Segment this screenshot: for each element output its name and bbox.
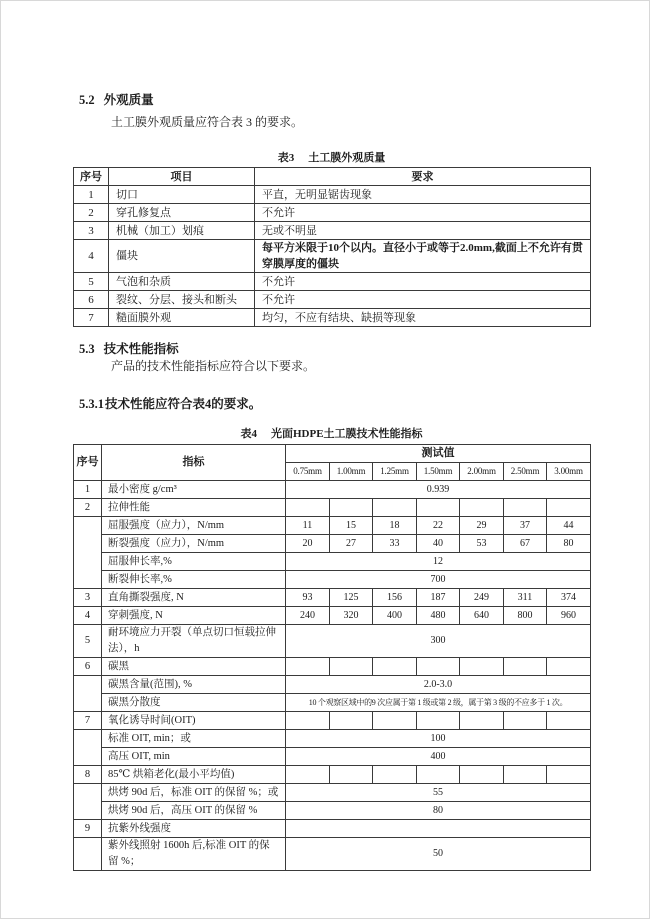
empty-value-cell (504, 658, 547, 676)
value-cell: 18 (373, 517, 417, 535)
indicator-cell: 烘烤 90d 后，高压 OIT 的保留 % (102, 802, 286, 820)
table3-caption-number: 表3 (277, 152, 295, 164)
value-cell: 249 (460, 589, 504, 607)
indicator-cell: 直角撕裂强度, N (102, 589, 286, 607)
item-cell: 穿孔修复点 (109, 204, 255, 222)
value-cell: 125 (330, 589, 373, 607)
row-no-cell: 4 (74, 607, 102, 625)
section-5-3-title: 技术性能指标 (103, 342, 179, 356)
row-no-cell (74, 784, 102, 820)
empty-value-cell (547, 766, 591, 784)
value-cell: 800 (504, 607, 547, 625)
row-no-cell: 6 (74, 291, 109, 309)
indicator-cell: 紫外线照射 1600h 后,标准 OIT 的保留 %； (102, 838, 286, 871)
empty-value-cell (330, 766, 373, 784)
row-no-cell (74, 730, 102, 766)
thickness-header-cell: 1.00mm (330, 463, 373, 481)
item-cell: 气泡和杂质 (109, 273, 255, 291)
table3-row (74, 222, 591, 240)
indicator-cell: 碳黑分散度 (102, 694, 286, 712)
value-cell: 55 (286, 784, 591, 802)
table4-caption (73, 425, 590, 441)
empty-value-cell (330, 658, 373, 676)
row-no-cell: 9 (74, 820, 102, 838)
table4-row (74, 820, 591, 838)
thickness-header-cell: 0.75mm (286, 463, 330, 481)
value-cell: 67 (504, 535, 547, 553)
table4-header-index: 指标 (102, 445, 286, 481)
table4-row (74, 838, 591, 871)
empty-value-cell (460, 712, 504, 730)
empty-value-cell (417, 766, 460, 784)
table4-row (74, 784, 591, 802)
row-no-cell: 7 (74, 309, 109, 327)
table4-header-row-1 (74, 445, 591, 463)
thickness-header-cell: 1.50mm (417, 463, 460, 481)
table3-header-row (74, 168, 591, 186)
indicator-cell: 氧化诱导时间(OIT) (102, 712, 286, 730)
empty-value-cell (417, 499, 460, 517)
indicator-cell: 最小密度 g/cm³ (102, 481, 286, 499)
requirement-cell: 不允许 (255, 273, 591, 291)
row-no-cell: 2 (74, 499, 102, 517)
requirement-cell: 平直，无明显锯齿现象 (255, 186, 591, 204)
empty-value-cell (286, 712, 330, 730)
empty-value-cell (417, 658, 460, 676)
value-cell: 320 (330, 607, 373, 625)
table4-row (74, 730, 591, 748)
row-no-cell: 6 (74, 658, 102, 676)
value-cell: 400 (373, 607, 417, 625)
table4-row (74, 535, 591, 553)
value-cell: 44 (547, 517, 591, 535)
value-cell: 400 (286, 748, 591, 766)
requirement-cell: 每平方米限于10个以内。直径小于或等于2.0mm,截面上不允许有贯穿膜厚度的僵块 (255, 240, 591, 273)
table3-row (74, 186, 591, 204)
section-5-3-paragraph: 产品的技术性能指标应符合以下要求。 (111, 359, 316, 373)
table3-header-req: 要求 (255, 168, 591, 186)
indicator-cell: 屈服强度（应力），N/mm (102, 517, 286, 535)
value-cell: 10 个观察区域中的9 次应属于第 1 级或第 2 级，属于第 3 级的不应多于 1 次。 (286, 694, 591, 712)
row-no-cell (74, 838, 102, 871)
value-cell: 50 (286, 838, 591, 871)
table4-header-testvalue: 测试值 (286, 445, 591, 463)
row-no-cell: 7 (74, 712, 102, 730)
value-cell: 11 (286, 517, 330, 535)
value-cell: 640 (460, 607, 504, 625)
section-5-3-1-text: 技术性能应符合表4的要求。 (105, 397, 262, 411)
row-no-cell: 1 (74, 186, 109, 204)
empty-value-cell (417, 712, 460, 730)
value-cell: 80 (286, 802, 591, 820)
value-cell: 40 (417, 535, 460, 553)
value-cell: 187 (417, 589, 460, 607)
table4-row (74, 658, 591, 676)
value-cell: 0.939 (286, 481, 591, 499)
value-cell: 374 (547, 589, 591, 607)
empty-value-cell (286, 820, 591, 838)
requirement-cell: 不允许 (255, 291, 591, 309)
indicator-cell: 抗紫外线强度 (102, 820, 286, 838)
value-cell: 2.0-3.0 (286, 676, 591, 694)
table3-row (74, 309, 591, 327)
section-5-2-paragraph: 土工膜外观质量应符合表 3 的要求。 (111, 115, 304, 129)
value-cell: 15 (330, 517, 373, 535)
item-cell: 机械（加工）划痕 (109, 222, 255, 240)
table3-row (74, 240, 591, 273)
thickness-header-cell: 1.25mm (373, 463, 417, 481)
indicator-cell: 耐环境应力开裂（单点切口恒载拉伸法），h (102, 625, 286, 658)
value-cell: 12 (286, 553, 591, 571)
value-cell: 22 (417, 517, 460, 535)
table4-header-no: 序号 (74, 445, 102, 481)
empty-value-cell (286, 658, 330, 676)
value-cell: 480 (417, 607, 460, 625)
empty-value-cell (460, 499, 504, 517)
row-no-cell: 1 (74, 481, 102, 499)
row-no-cell (74, 676, 102, 712)
table4-caption-title: 光面HDPE土工膜技术性能指标 (270, 428, 423, 440)
table4-row (74, 607, 591, 625)
section-5-3-number: 5.3 (79, 342, 95, 356)
table3-row (74, 291, 591, 309)
value-cell: 27 (330, 535, 373, 553)
table-appearance-quality (73, 167, 591, 327)
value-cell: 53 (460, 535, 504, 553)
value-cell: 33 (373, 535, 417, 553)
thickness-header-cell: 2.00mm (460, 463, 504, 481)
empty-value-cell (547, 499, 591, 517)
thickness-header-cell: 3.00mm (547, 463, 591, 481)
table4-row (74, 517, 591, 535)
section-5-3-1-number: 5.3.1 (79, 397, 104, 411)
empty-value-cell (286, 766, 330, 784)
indicator-cell: 85℃ 烘箱老化(最小平均值) (102, 766, 286, 784)
row-no-cell: 8 (74, 766, 102, 784)
empty-value-cell (330, 499, 373, 517)
item-cell: 糙面膜外观 (109, 309, 255, 327)
empty-value-cell (373, 712, 417, 730)
empty-value-cell (547, 658, 591, 676)
section-5-3-1-heading (79, 394, 261, 412)
table4-row (74, 766, 591, 784)
indicator-cell: 断裂伸长率,% (102, 571, 286, 589)
table3-row (74, 204, 591, 222)
indicator-cell: 碳黑 (102, 658, 286, 676)
requirement-cell: 无或不明显 (255, 222, 591, 240)
empty-value-cell (286, 499, 330, 517)
item-cell: 切口 (109, 186, 255, 204)
value-cell: 100 (286, 730, 591, 748)
indicator-cell: 屈服伸长率,% (102, 553, 286, 571)
table3-header-item: 项目 (109, 168, 255, 186)
table4-row (74, 694, 591, 712)
value-cell: 311 (504, 589, 547, 607)
value-cell: 20 (286, 535, 330, 553)
section-5-2-number: 5.2 (79, 93, 95, 107)
value-cell: 700 (286, 571, 591, 589)
item-cell: 僵块 (109, 240, 255, 273)
empty-value-cell (460, 766, 504, 784)
row-no-cell: 5 (74, 625, 102, 658)
table4-row (74, 625, 591, 658)
table3-header-no: 序号 (74, 168, 109, 186)
table4-row (74, 571, 591, 589)
table-technical-performance (73, 444, 591, 871)
value-cell: 960 (547, 607, 591, 625)
table4-row (74, 499, 591, 517)
row-no-cell: 3 (74, 589, 102, 607)
table4-row (74, 553, 591, 571)
indicator-cell: 穿刺强度, N (102, 607, 286, 625)
section-5-2-title: 外观质量 (103, 93, 154, 107)
section-5-2-heading (79, 90, 154, 108)
row-no-cell (74, 517, 102, 589)
indicator-cell: 标准 OIT, min；或 (102, 730, 286, 748)
section-5-3-heading (79, 339, 179, 357)
indicator-cell: 高压 OIT, min (102, 748, 286, 766)
value-cell: 37 (504, 517, 547, 535)
empty-value-cell (460, 658, 504, 676)
empty-value-cell (547, 712, 591, 730)
value-cell: 300 (286, 625, 591, 658)
empty-value-cell (373, 499, 417, 517)
table4-row (74, 712, 591, 730)
empty-value-cell (504, 766, 547, 784)
indicator-cell: 烘烤 90d 后，标准 OIT 的保留 %；或 (102, 784, 286, 802)
table4-caption-number: 表4 (240, 428, 257, 440)
table4-row (74, 676, 591, 694)
table4-row (74, 748, 591, 766)
requirement-cell: 均匀，不应有结块、缺损等现象 (255, 309, 591, 327)
value-cell: 240 (286, 607, 330, 625)
indicator-cell: 拉伸性能 (102, 499, 286, 517)
table4-row (74, 481, 591, 499)
row-no-cell: 4 (74, 240, 109, 273)
value-cell: 80 (547, 535, 591, 553)
value-cell: 156 (373, 589, 417, 607)
value-cell: 93 (286, 589, 330, 607)
table3-caption (73, 149, 590, 165)
row-no-cell: 5 (74, 273, 109, 291)
empty-value-cell (373, 766, 417, 784)
empty-value-cell (504, 712, 547, 730)
indicator-cell: 碳黑含量(范围), % (102, 676, 286, 694)
table4-row (74, 802, 591, 820)
table3-caption-title: 土工膜外观质量 (308, 152, 386, 164)
indicator-cell: 断裂强度（应力），N/mm (102, 535, 286, 553)
row-no-cell: 3 (74, 222, 109, 240)
item-cell: 裂纹、分层、接头和断头 (109, 291, 255, 309)
empty-value-cell (330, 712, 373, 730)
row-no-cell: 2 (74, 204, 109, 222)
value-cell: 29 (460, 517, 504, 535)
table3-row (74, 273, 591, 291)
requirement-cell: 不允许 (255, 204, 591, 222)
thickness-header-cell: 2.50mm (504, 463, 547, 481)
empty-value-cell (373, 658, 417, 676)
empty-value-cell (504, 499, 547, 517)
table4-row (74, 589, 591, 607)
